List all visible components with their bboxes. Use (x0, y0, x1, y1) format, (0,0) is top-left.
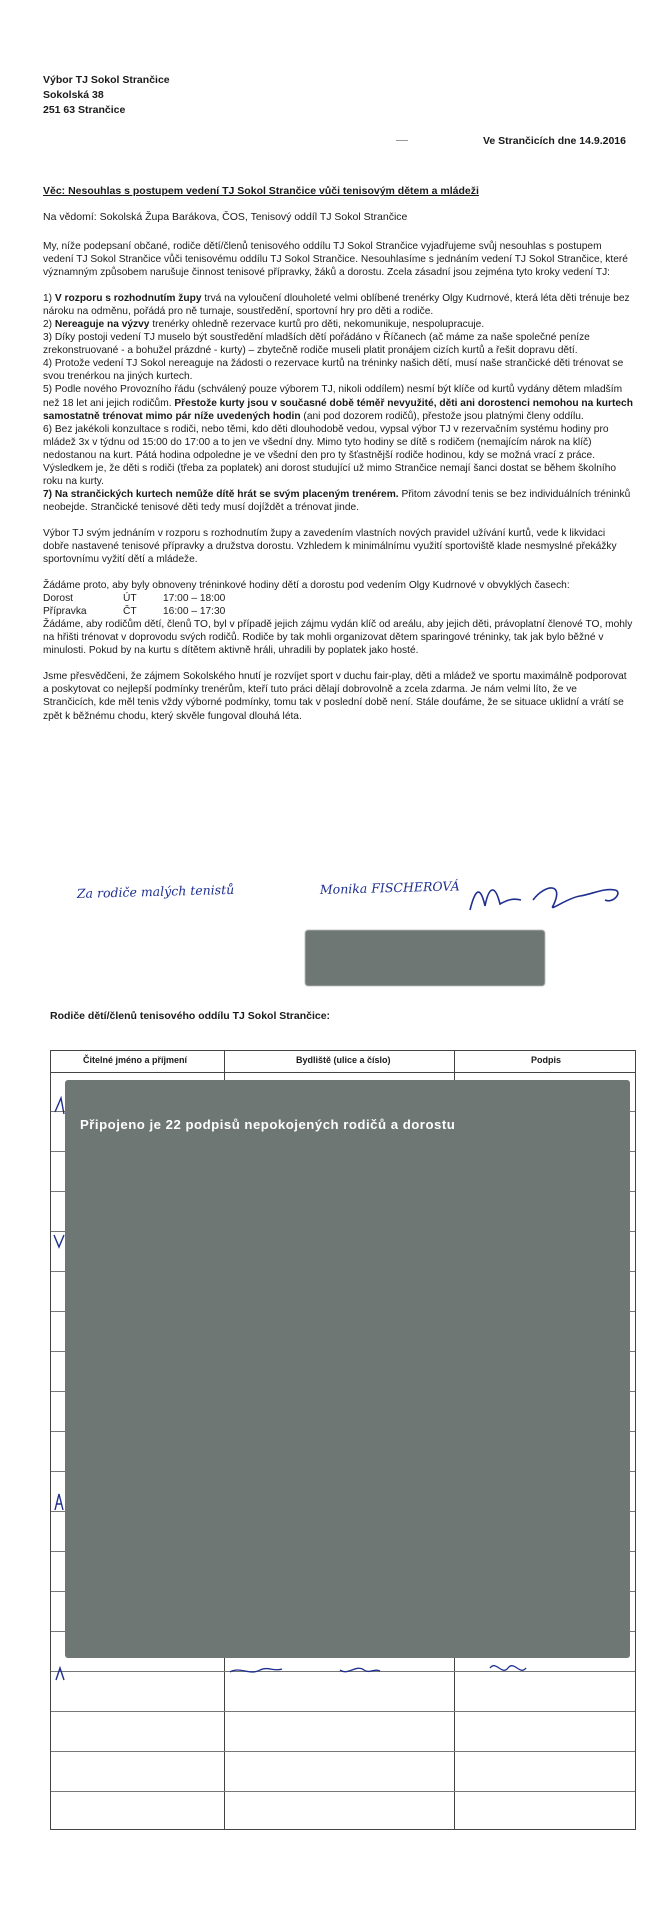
sender-street: Sokolská 38 (43, 89, 104, 101)
point-3: 3) Díky postoji vedení TJ muselo být soustředění mladších dětí pořádáno v Říčanech (ač máme za naše společné peníze zrekonstruované - a bohužel prázdné - kurty) – zbytečně rodiče museli platit pronájem cizích kurtů a řešit dopravu dětí. (43, 332, 590, 357)
sender-city: 251 63 Strančice (43, 104, 126, 116)
letter-date: Ve Strančicích dne 14.9.2016 (482, 135, 626, 147)
point-7: 7) Na strančických kurtech nemůže dítě hrát se svým placeným trenérem. Přitom závodní tenis se bez individuálních tréninků neobejde. Strančické tenisové děti tedy musí dojíždět a trénovat jinde. (43, 488, 631, 513)
paragraph-5: Jsme přesvědčeni, že zájmem Sokolského hnutí je rozvíjet sport v duchu fair-play, děti a mládež ve sportu maximálně podporovat a poskytovat co nejlepší podmínky trenérům, kteří tuto práci dělají dobrovolně a zcela zdarma. Je nám velmi líto, že ve Strančicích, kde měl tenis vždy výborné podmínky, tomu tak v poslední době není. Stále doufáme, že se situace uklidní a vrátí se zpět k běžnému chodu, který skvěle fungoval dlouhá léta. (43, 671, 627, 722)
parents-section-title: Rodiče dětí/členů tenisového oddílu TJ Sokol Strančice: (50, 1010, 331, 1022)
handwritten-name: Monika FISCHEROVÁ (319, 878, 460, 897)
point-4: 4) Protože vedení TJ Sokol nereaguje na žádosti o rezervace kurtů na tréninky našich dětí, musí naše strančické děti trénovat se svou trenérkou na jiných kurtech. (43, 358, 624, 383)
schedule-day: ČT (123, 606, 137, 618)
schedule-time: 16:00 – 17:30 (163, 606, 226, 618)
sender-name: Výbor TJ Sokol Strančice (43, 74, 170, 86)
point-1: 1) V rozporu s rozhodnutím župy trvá na vyloučení dlouholeté velmi oblíbené trenérky Olgy Kudrnové, která léta děti trénuje bez nároku na odměnu, pořádá pro ně turnaje, soustředění, sportovní hry pro děti a rodiče. (43, 293, 630, 318)
schedule-group: Přípravka (43, 606, 87, 618)
schedule-time: 17:00 – 18:00 (163, 593, 226, 605)
paragraph-2: Výbor TJ svým jednáním v rozporu s rozhodnutím župy a zavedením vlastních nových pravidel užívání kurtů, vede k likvidaci dobře nastavené tenisové přípravky a družstva dorostu. Vzhledem k minimálnímu využití sportoviště klade nesmyslné překážky sportovnímu vyžití dětí a mládeže. (43, 527, 617, 566)
intro-paragraph: My, níže podepsaní občané, rodiče dětí/členů tenisového oddílu TJ Sokol Strančice vyjadřujeme svůj nesouhlas s postupem vedení TJ Sokol Strančice vůči tenisovému oddílu TJ Sokol Strančice. Nesouhlasíme s jednáním vedení TJ Sokol Strančice, které významným způsobem narušuje činnost tenisové přípravky, žáků a dorostu. Zcela zásadní jsou zejména tyto kroky vedení TJ: (43, 241, 628, 279)
point-5: 5) Podle nového Provozního řádu (schválený pouze výborem TJ, nikoli oddílem) nesmí být klíče od kurtů vydány dětem mladším než 18 let ani jejich rodičům. Přestože kurty jsou v současné době téměř nevyužité, děti ani dorostenci nemohou na kurtech samostatně trénovat mimo pár níže uvedených hodin (ani pod dozorem rodičů), přestože jsou platnými členy oddílu. (43, 384, 633, 422)
header-signature: Podpis (531, 1055, 562, 1065)
paragraph-3: Žádáme proto, aby byly obnoveny tréninkové hodiny dětí a dorostu pod vedením Olgy Kudrnové v obvyklých časech: (43, 580, 570, 592)
point-2: 2) Nereaguje na výzvy trenérky ohledně rezervace kurtů pro děti, nekomunikuje, nespolupracuje. (43, 319, 485, 331)
schedule-day: ÚT (123, 593, 137, 605)
header-name: Čitelné jméno a příjmení (83, 1055, 188, 1065)
paragraph-4: Žádáme, aby rodičům dětí, členů TO, byl v případě jejich zájmu vydán klíč od areálu, aby jejich děti, právoplatní členové TO, mohly na hřišti trénovat v doprovodu svých rodičů. Rodiče by tak mohli organizovat dětem sparingové tréninky, tak jak bylo běžné v minulosti. Pokud by na kurtu s dítětem aktivně hráli, uhradili by poplatek jako hosté. (43, 619, 633, 657)
schedule-group: Dorost (43, 593, 74, 605)
handwritten-note: Za rodiče malých tenistů (76, 881, 235, 901)
letter-cc: Na vědomí: Sokolská Župa Barákova, ČOS, Tenisový oddíl TJ Sokol Strančice (43, 211, 408, 223)
letter-subject: Věc: Nesouhlas s postupem vedení TJ Sokol Strančice vůči tenisovým dětem a mládeži (43, 185, 479, 197)
point-6: 6) Bez jakékoli konzultace s rodiči, nebo těmi, kdo děti dlouhodobě vedou, vypsal výbor TJ v rezervačním systému hodiny pro mládež 3x v týdnu od 15:00 do 17:00 a to jen ve všední dny. Mimo tyto hodiny se dítě s rodičem (nemajícím nárok na klíč) nedostanou na kurt. Pátá hodina odpoledne je ve všední den pro ty šťastnější rodiče hodinou, kdy se možná vrací z práce. Výsledkem je, že děti s rodiči (třeba za poplatek) ani dorost studující už mimo Strančice nemají šanci dostat se během školního roku na kurty. (43, 423, 617, 487)
redaction-block-signatures (65, 1080, 630, 1658)
header-address: Bydliště (ulice a číslo) (296, 1055, 391, 1065)
redaction-note: Připojeno je 22 podpisů nepokojených rodičů a dorostu (80, 1117, 456, 1132)
